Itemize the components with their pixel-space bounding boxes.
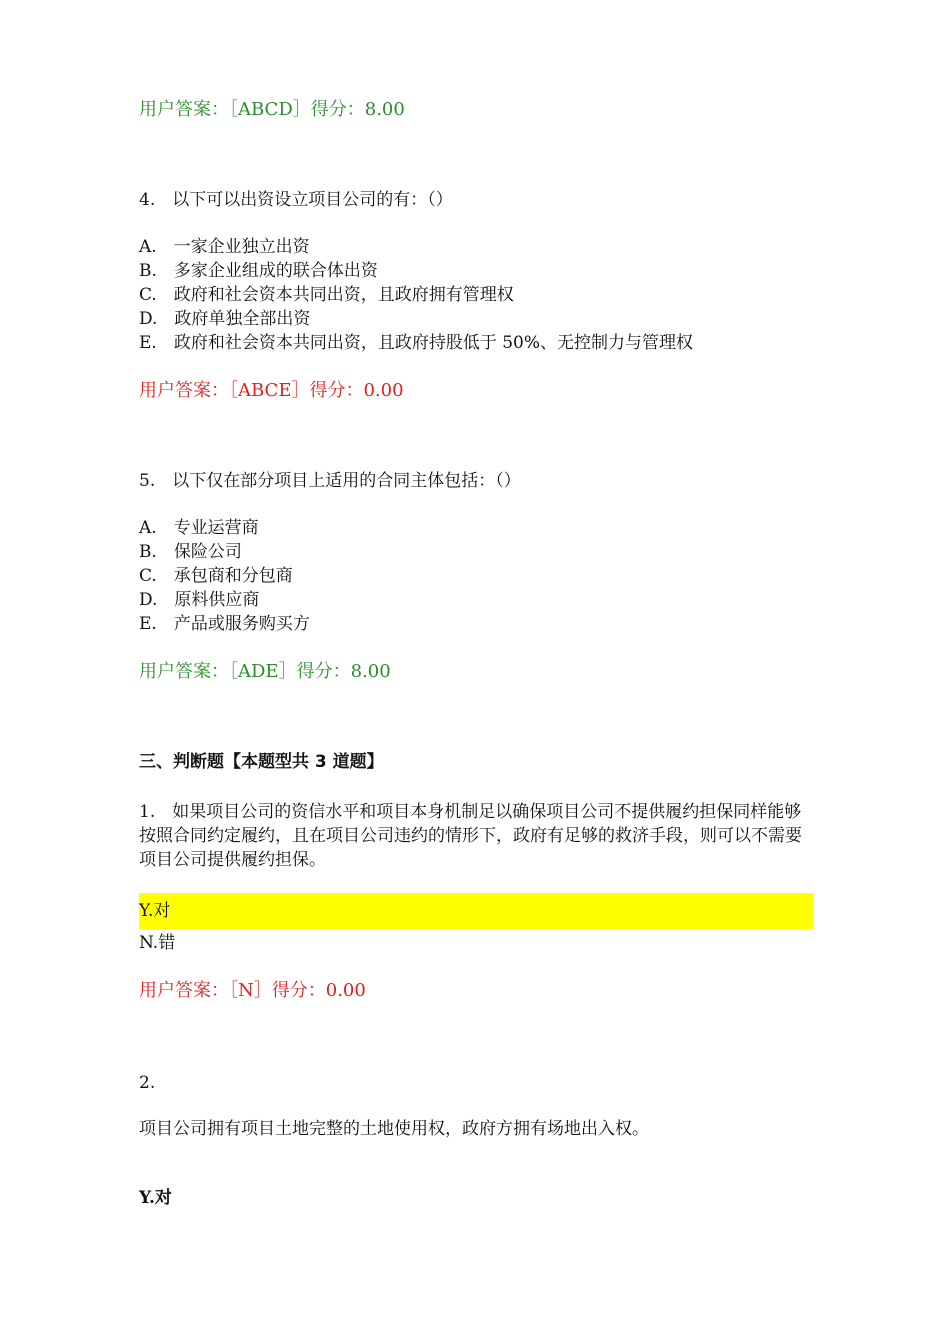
tf2-option-y: Y.对 xyxy=(139,1188,172,1208)
tf1-correct-highlight xyxy=(139,893,813,929)
q5-option-a: A. 专业运营商 xyxy=(139,518,259,538)
q4-option-a: A. 一家企业独立出资 xyxy=(139,237,310,257)
q3-answer-line: 用户答案：［ABCD］得分：8.00 xyxy=(139,99,405,120)
tf1-option-n: N.错 xyxy=(139,933,176,953)
q4-options xyxy=(139,235,693,355)
q4-option-c: C. 政府和社会资本共同出资，且政府拥有管理权 xyxy=(139,285,514,305)
q5-option-b: B. 保险公司 xyxy=(139,542,242,562)
tf2-number: 2. xyxy=(139,1073,156,1093)
q4-answer-line: 用户答案：［ABCE］得分：0.00 xyxy=(139,380,404,401)
section-title-true-false: 三、判断题【本题型共 3 道题】 xyxy=(139,752,384,772)
tf1-question: 1. 如果项目公司的资信水平和项目本身机制足以确保项目公司不提供履约担保同样能够按照合同约定履约，且在项目公司违约的情形下，政府有足够的救济手段，则可以不需要项目公司提供履约担保。 xyxy=(139,802,802,870)
q5-option-e: E. 产品或服务购买方 xyxy=(139,614,310,634)
q5-answer-line: 用户答案：［ADE］得分：8.00 xyxy=(139,661,391,682)
tf1-option-y: Y.对 xyxy=(139,901,171,921)
q4-option-b: B. 多家企业组成的联合体出资 xyxy=(139,261,378,281)
q4-option-e: E. 政府和社会资本共同出资，且政府持股低于 50%、无控制力与管理权 xyxy=(139,333,694,353)
q5-option-c: C. 承包商和分包商 xyxy=(139,566,293,586)
tf1-answer-line: 用户答案：［N］得分：0.00 xyxy=(139,980,366,1001)
q5-question: 5. 以下仅在部分项目上适用的合同主体包括：（） xyxy=(139,471,521,491)
q5-options xyxy=(139,516,310,636)
q4-question: 4. 以下可以出资设立项目公司的有：（） xyxy=(139,190,453,210)
tf2-question: 项目公司拥有项目土地完整的土地使用权，政府方拥有场地出入权。 xyxy=(139,1119,649,1139)
q5-option-d: D. 原料供应商 xyxy=(139,590,260,610)
q4-option-d: D. 政府单独全部出资 xyxy=(139,309,311,329)
